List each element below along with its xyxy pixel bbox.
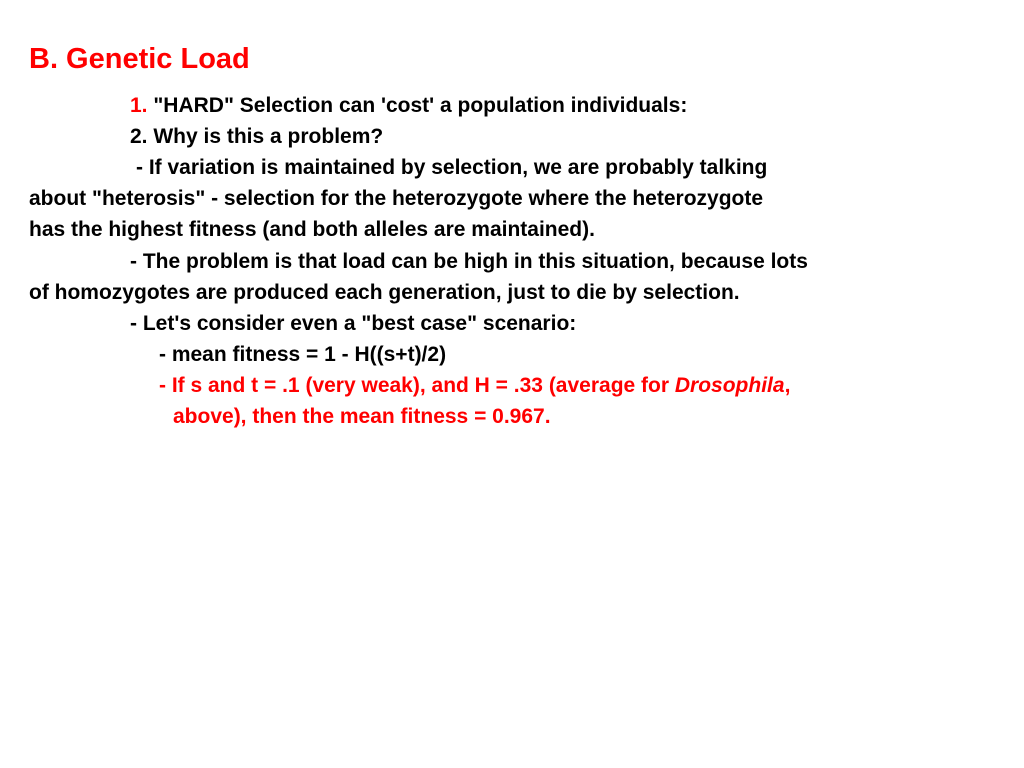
- example-line-1: [159, 373, 790, 399]
- slide-title: B. Genetic Load: [29, 43, 250, 75]
- paragraph-2-line-2: of homozygotes are produced each generation, just to die by selection.: [29, 281, 740, 304]
- paragraph-2-line-1: - The problem is that load can be high in this situation, because lots: [130, 250, 808, 273]
- best-case-line: - Let's consider even a "best case" scenario:: [130, 312, 577, 335]
- species-name: Drosophila: [674, 374, 785, 397]
- point-1: [130, 93, 687, 119]
- example-line-1-start: - If s and t = .1 (very weak), and H = .33 (average for: [159, 374, 675, 397]
- paragraph-1-line-2: about "heterosis" - selection for the heterozygote where the heterozygote: [29, 187, 764, 210]
- example-line-1-end: ,: [784, 374, 791, 397]
- paragraph-1-line-3: has the highest fitness (and both alleles are maintained).: [29, 218, 595, 241]
- example-line-2: above), then the mean fitness = 0.967.: [173, 405, 551, 428]
- paragraph-1-line-1: - If variation is maintained by selection, we are probably talking: [136, 156, 768, 179]
- point-2: 2. Why is this a problem?: [130, 125, 384, 148]
- point-1-text: "HARD" Selection can 'cost' a population individuals:: [147, 94, 688, 117]
- point-1-number: 1.: [130, 94, 148, 117]
- mean-fitness-formula: - mean fitness = 1 - H((s+t)/2): [159, 343, 447, 366]
